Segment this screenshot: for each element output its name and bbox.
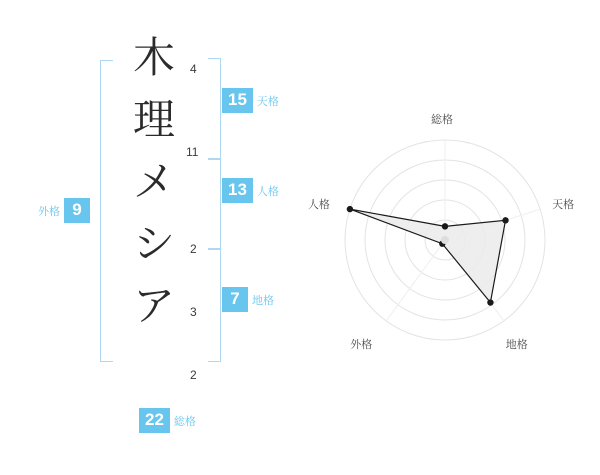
stroke-count: 2	[190, 368, 197, 382]
name-character: ア	[132, 284, 175, 330]
jinkaku-bracket	[208, 158, 221, 250]
badge-chikaku	[222, 287, 274, 312]
stroke-count: 4	[190, 62, 197, 76]
gaikaku-bracket	[100, 60, 113, 362]
badge-gaikaku-label: 外格	[38, 205, 60, 218]
badge-tenkaku	[222, 88, 279, 113]
tenkaku-bracket	[208, 58, 221, 160]
badge-soukaku-label: 総格	[173, 415, 196, 428]
radar-chart	[300, 0, 600, 470]
name-character: メ	[132, 160, 175, 206]
badge-tenkaku-value: 15	[222, 88, 253, 113]
radar-axis-label-gaikaku: 外格	[350, 338, 373, 351]
badge-jinkaku	[222, 178, 279, 203]
badge-soukaku-value: 22	[139, 408, 170, 433]
badge-soukaku	[139, 408, 196, 433]
badge-tenkaku-label: 天格	[256, 95, 279, 108]
radar-axis-label-chikaku: 地格	[505, 338, 528, 351]
stroke-count: 11	[186, 145, 199, 159]
name-character-column	[124, 28, 184, 338]
badge-gaikaku	[38, 198, 90, 223]
radar-center-dot	[441, 236, 449, 244]
radar-axis-label-jinkaku: 人格	[307, 199, 330, 212]
name-character: 理	[132, 98, 175, 144]
name-analysis-panel	[0, 0, 300, 470]
radar-axis-label-tenkaku: 天格	[552, 199, 575, 212]
radar-chart-svg	[300, 0, 600, 470]
badge-chikaku-label: 地格	[252, 294, 274, 307]
name-character: シ	[132, 222, 175, 268]
chikaku-bracket	[208, 248, 221, 362]
radar-series-area	[350, 209, 506, 302]
badge-chikaku-value: 7	[222, 287, 248, 312]
badge-gaikaku-value: 9	[64, 198, 90, 223]
badge-jinkaku-value: 13	[222, 178, 253, 203]
radar-axis-label-soukaku: 総格	[431, 114, 453, 126]
badge-jinkaku-label: 人格	[256, 185, 279, 198]
name-character: 木	[132, 36, 175, 82]
stroke-count: 3	[190, 305, 197, 319]
stroke-count: 2	[190, 242, 197, 256]
